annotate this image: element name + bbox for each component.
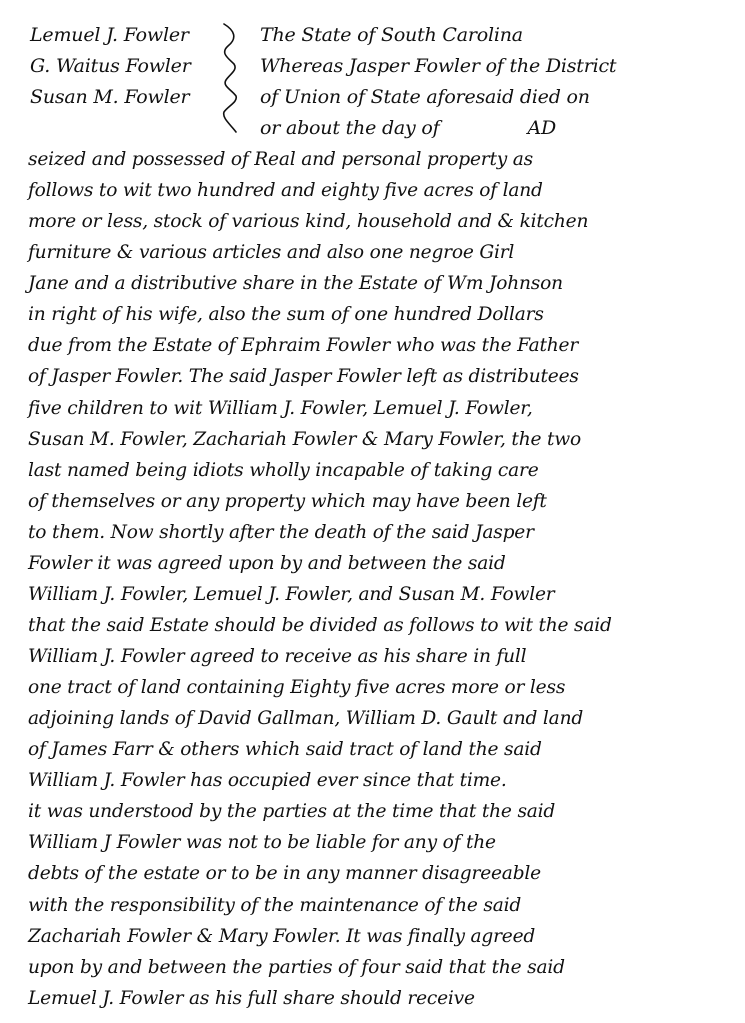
party-name: Lemuel J. Fowler	[30, 24, 189, 46]
body-line: Jane and a distributive share in the Estate of Wm Johnson	[28, 273, 563, 295]
body-line: William J Fowler was not to be liable for any of the	[28, 832, 496, 854]
body-line: William J. Fowler, Lemuel J. Fowler, and Susan M. Fowler	[28, 583, 555, 605]
body-line: it was understood by the parties at the time that the said	[28, 801, 556, 823]
body-line: seized and possessed of Real and personal property as	[28, 149, 534, 170]
body-line: Zachariah Fowler & Mary Fowler. It was finally agreed	[28, 925, 536, 947]
body-line: one tract of land containing Eighty five acres more or less	[28, 677, 566, 699]
body-line: to them. Now shortly after the death of the said Jasper	[28, 521, 534, 543]
body-line: debts of the estate or to be in any manner disagreeable	[28, 863, 541, 885]
caption-line: of Union of State aforesaid died on	[260, 86, 590, 108]
party-name: Susan M. Fowler	[30, 86, 190, 108]
caption-date-text: or about the day of	[260, 117, 440, 139]
body-line: that the said Estate should be divided as follows to wit the said	[28, 614, 612, 636]
body-line: follows to wit two hundred and eighty five acres of land	[28, 180, 543, 202]
curly-brace-icon	[218, 22, 248, 134]
body-line: in right of his wife, also the sum of one hundred Dollars	[28, 304, 544, 326]
body-line: of James Farr & others which said tract of land the said	[28, 739, 542, 761]
body-line: William J. Fowler has occupied ever since that time.	[28, 770, 507, 792]
party-name: G. Waitus Fowler	[30, 55, 191, 77]
party-names	[30, 20, 225, 113]
caption-line-date	[260, 113, 730, 144]
body-line: of themselves or any property which may have been left	[28, 490, 547, 512]
document-body	[28, 144, 733, 1014]
body-line: due from the Estate of Ephraim Fowler who was the Father	[28, 335, 579, 357]
caption-block	[260, 20, 730, 144]
body-line: with the responsibility of the maintenance of the said	[28, 894, 522, 916]
caption-line: Whereas Jasper Fowler of the District	[260, 55, 617, 77]
body-line: five children to wit William J. Fowler, Lemuel J. Fowler,	[28, 397, 533, 419]
caption-line: The State of South Carolina	[260, 24, 523, 46]
body-line: of Jasper Fowler. The said Jasper Fowler left as distributees	[28, 366, 579, 388]
body-line: upon by and between the parties of four said that the said	[28, 956, 565, 978]
body-line: last named being idiots wholly incapable of taking care	[28, 459, 539, 481]
document-header	[0, 0, 745, 150]
body-line: William J. Fowler agreed to receive as his share in full	[28, 646, 527, 667]
body-line: furniture & various articles and also one negroe Girl	[28, 242, 515, 264]
body-line: adjoining lands of David Gallman, William D. Gault and land	[28, 708, 584, 730]
body-line: Susan M. Fowler, Zachariah Fowler & Mary Fowler, the two	[28, 428, 581, 450]
body-line: Fowler it was agreed upon by and between the said	[28, 552, 506, 574]
body-line: more or less, stock of various kind, household and & kitchen	[28, 211, 589, 233]
caption-ad: AD	[527, 117, 557, 139]
body-line: Lemuel J. Fowler as his full share should receive	[28, 987, 475, 1009]
